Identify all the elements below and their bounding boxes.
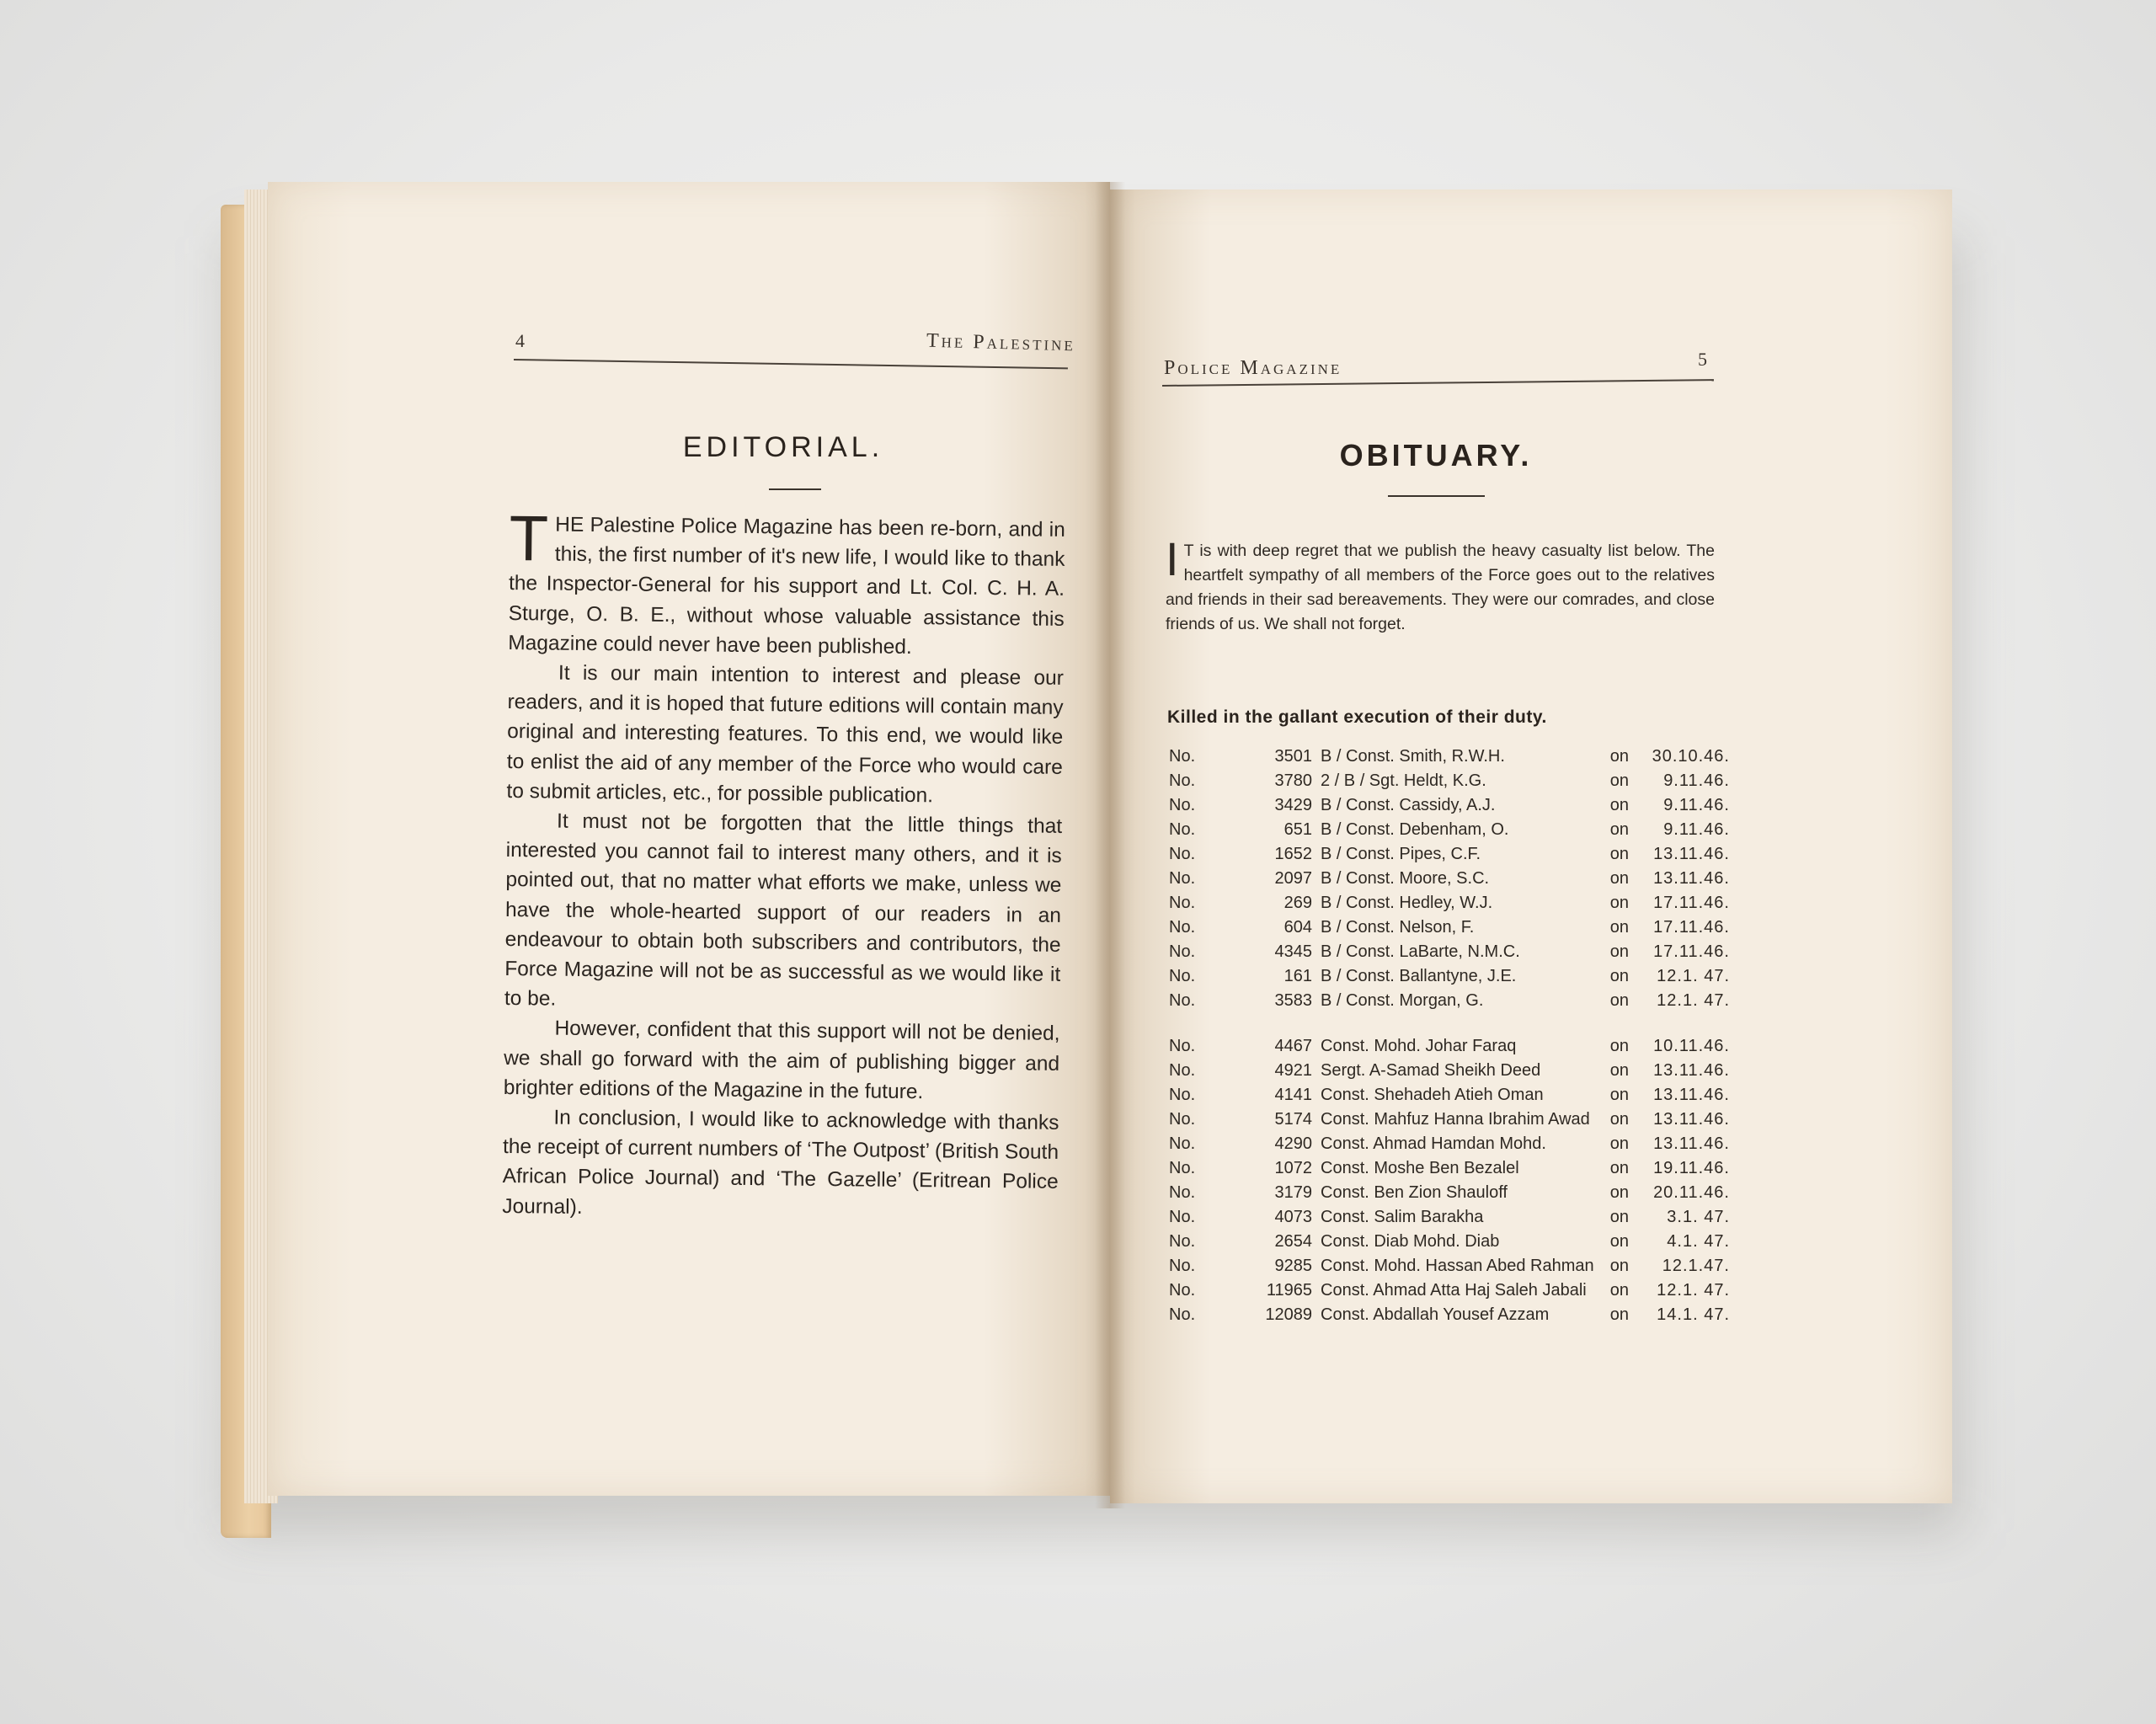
casualty-on-label: on [1609,1257,1629,1275]
casualty-name: B / Const. Debenham, O. [1321,820,1509,839]
casualty-date: 3.1. 47. [1667,1208,1730,1226]
page-number-left: 4 [515,330,525,351]
obituary-intro [1166,532,1715,637]
obituary-title-rule [1388,495,1485,497]
casualty-number: 2097 [1274,869,1312,888]
casualty-on-label: on [1609,894,1629,912]
editorial-paragraph-text: HE Palestine Police Magazine has been re-born, and in this, the first number of it's new life, I would like to thank the Inspector-General for his support and Lt. Col. C. H. A. Sturge, O. B. E., without whose valuable assistance this Magazine could never have been published. [508,513,1065,659]
casualty-row [1169,1083,1730,1108]
casualty-name: B / Const. Ballantyne, J.E. [1321,967,1517,985]
casualty-number: 5174 [1274,1110,1312,1129]
casualty-number: 2654 [1274,1232,1312,1251]
casualty-name: Const. Mohd. Hassan Abed Rahman [1321,1257,1594,1275]
casualty-on-label: on [1609,869,1629,888]
casualty-date: 4.1. 47. [1667,1232,1730,1251]
running-head-left: The Palestine [926,329,1076,356]
editorial-paragraph: It is our main intention to interest and please our readers, and it is hoped that future editions will contain many original and interesting features. To this end, we would like to enlist the aid of any member of the Force who would care to submit articles, etc., for possible publication. [506,661,1065,808]
casualty-name: B / Const. Hedley, W.J. [1321,894,1493,912]
editorial-paragraph: It must not be forgotten that the little things that interested you cannot fail to interest many others, and it is pointed out, that no matter what efforts we make, unless we have the whole-hearted support of our readers in an endeavour to obtain both subscribers and contributors, the Force Magazine will not be as successful as we would like it to be. [504,809,1063,1011]
casualty-on-label: on [1609,1110,1629,1129]
casualty-name: Const. Diab Mohd. Diab [1321,1232,1500,1251]
casualty-date: 20.11.46. [1653,1183,1730,1202]
casualty-name: Const. Abdallah Yousef Azzam [1321,1305,1550,1324]
casualty-date: 12.1. 47. [1657,967,1730,985]
casualty-row [1169,793,1730,818]
casualty-row [1169,1059,1730,1083]
casualty-on-label: on [1609,918,1629,937]
casualty-date: 9.11.46. [1663,820,1730,839]
casualty-subheading: Killed in the gallant execution of their duty. [1167,707,1547,727]
casualty-on-label: on [1609,1232,1629,1251]
casualty-no-label: No. [1169,796,1196,814]
casualty-no-label: No. [1169,918,1196,937]
casualty-number: 4290 [1274,1134,1312,1153]
casualty-name: Const. Salim Barakha [1321,1208,1484,1226]
casualty-date: 9.11.46. [1663,771,1730,790]
page-number-right: 5 [1698,349,1707,370]
casualty-date: 14.1. 47. [1657,1305,1730,1324]
casualty-number: 4345 [1274,942,1312,961]
casualty-name: 2 / B / Sgt. Heldt, K.G. [1321,771,1486,790]
editorial-paragraph: In conclusion, I would like to acknowledge with thanks the receipt of current numbers of ‘The Outpost’ (British South African Police Journal) and ‘The Gazelle’ (Eritrean Police Journal). [502,1106,1059,1219]
casualty-date: 13.11.46. [1653,1061,1730,1080]
casualty-row [1169,867,1730,891]
casualty-list-british [1169,745,1730,1013]
casualty-number: 3501 [1274,747,1312,766]
casualty-no-label: No. [1169,747,1196,766]
casualty-name: B / Const. Pipes, C.F. [1321,845,1481,863]
casualty-row [1169,989,1730,1013]
casualty-on-label: on [1609,991,1629,1010]
casualty-name: B / Const. Smith, R.W.H. [1321,747,1505,766]
casualty-no-label: No. [1169,894,1196,912]
casualty-on-label: on [1609,1281,1629,1300]
casualty-row [1169,1181,1730,1205]
casualty-row [1169,1108,1730,1132]
casualty-number: 1072 [1274,1159,1312,1177]
casualty-list-local [1169,1034,1730,1327]
casualty-number: 11965 [1266,1281,1312,1300]
casualty-on-label: on [1609,747,1629,766]
casualty-on-label: on [1609,1208,1629,1226]
casualty-row [1169,1205,1730,1230]
casualty-name: Const. Shehadeh Atieh Oman [1321,1086,1544,1104]
casualty-no-label: No. [1169,1110,1196,1129]
casualty-no-label: No. [1169,820,1196,839]
casualty-number: 3780 [1274,771,1312,790]
editorial-paragraph [508,503,1065,664]
casualty-row [1169,842,1730,867]
obituary-intro-text: T is with deep regret that we publish the heavy casualty list below. The heartfelt sympathy of all members of the Force goes out to the relatives and friends in their sad bereavements. They were our comrades, and close friends of us. We shall not forget. [1166,542,1715,633]
casualty-on-label: on [1609,942,1629,961]
casualty-on-label: on [1609,1134,1629,1153]
casualty-date: 12.1. 47. [1657,991,1730,1010]
casualty-row [1169,891,1730,915]
casualty-number: 4141 [1274,1086,1312,1104]
casualty-row [1169,745,1730,769]
casualty-no-label: No. [1169,1208,1196,1226]
casualty-no-label: No. [1169,1061,1196,1080]
casualty-no-label: No. [1169,1281,1196,1300]
casualty-on-label: on [1609,1061,1629,1080]
casualty-on-label: on [1609,1037,1629,1055]
casualty-on-label: on [1609,796,1629,814]
casualty-on-label: on [1609,1183,1629,1202]
casualty-row [1169,769,1730,793]
casualty-row [1169,915,1730,940]
casualty-on-label: on [1609,845,1629,863]
book-gutter [1095,182,1125,1508]
casualty-date: 12.1. 47. [1657,1281,1730,1300]
casualty-number: 1652 [1274,845,1312,863]
casualty-number: 3429 [1274,796,1312,814]
casualty-row [1169,1254,1730,1278]
casualty-date: 17.11.46. [1653,918,1730,937]
casualty-no-label: No. [1169,1159,1196,1177]
casualty-on-label: on [1609,820,1629,839]
casualty-number: 4073 [1274,1208,1312,1226]
casualty-no-label: No. [1169,845,1196,863]
casualty-date: 12.1.47. [1662,1257,1730,1275]
casualty-no-label: No. [1169,1134,1196,1153]
casualty-no-label: No. [1169,1257,1196,1275]
casualty-on-label: on [1609,771,1629,790]
casualty-number: 4467 [1274,1037,1312,1055]
casualty-no-label: No. [1169,991,1196,1010]
casualty-row [1169,940,1730,964]
casualty-date: 13.11.46. [1653,1134,1730,1153]
casualty-no-label: No. [1169,1037,1196,1055]
casualty-number: 651 [1283,820,1312,839]
casualty-date: 13.11.46. [1653,1110,1730,1129]
casualty-date: 17.11.46. [1653,942,1730,961]
casualty-on-label: on [1609,1159,1629,1177]
casualty-number: 9285 [1274,1257,1312,1275]
casualty-row [1169,964,1730,989]
casualty-name: Sergt. A-Samad Sheikh Deed [1321,1061,1541,1080]
casualty-no-label: No. [1169,1232,1196,1251]
casualty-no-label: No. [1169,1183,1196,1202]
casualty-number: 3583 [1274,991,1312,1010]
casualty-on-label: on [1609,967,1629,985]
casualty-row [1169,1303,1730,1327]
casualty-date: 10.11.46. [1653,1037,1730,1055]
casualty-name: Const. Ahmad Atta Haj Saleh Jabali [1321,1281,1587,1300]
casualty-row [1169,818,1730,842]
casualty-date: 13.11.46. [1653,845,1730,863]
casualty-name: B / Const. Nelson, F. [1321,918,1475,937]
casualty-no-label: No. [1169,771,1196,790]
casualty-name: B / Const. Morgan, G. [1321,991,1484,1010]
casualty-number: 3179 [1274,1183,1312,1202]
casualty-row [1169,1132,1730,1156]
casualty-date: 19.11.46. [1653,1159,1730,1177]
casualty-no-label: No. [1169,1086,1196,1104]
casualty-row [1169,1034,1730,1059]
obituary-title: OBITUARY. [1339,438,1533,472]
casualty-no-label: No. [1169,1305,1196,1324]
casualty-date: 30.10.46. [1652,747,1730,766]
casualty-row [1169,1156,1730,1181]
casualty-name: Const. Ahmad Hamdan Mohd. [1321,1134,1546,1153]
casualty-number: 604 [1283,918,1312,937]
casualty-name: Const. Mahfuz Hanna Ibrahim Awad [1321,1110,1590,1129]
casualty-number: 12089 [1265,1305,1312,1324]
casualty-date: 13.11.46. [1653,869,1730,888]
casualty-row [1169,1230,1730,1254]
casualty-number: 4921 [1274,1061,1312,1080]
casualty-no-label: No. [1169,869,1196,888]
casualty-no-label: No. [1169,942,1196,961]
editorial-title-rule [769,488,821,490]
casualty-name: B / Const. Moore, S.C. [1321,869,1490,888]
casualty-name: Const. Ben Zion Shauloff [1321,1183,1508,1202]
casualty-on-label: on [1609,1086,1629,1104]
editorial-title: EDITORIAL. [682,431,884,463]
editorial-body [502,503,1065,1227]
casualty-row [1169,1278,1730,1303]
editorial-paragraph: However, confident that this support will not be denied, we shall go forward with the aim of publishing bigger and brighter editions of the Magazine in the future. [503,1017,1060,1104]
casualty-name: B / Const. Cassidy, A.J. [1321,796,1496,814]
casualty-number: 269 [1283,894,1312,912]
casualty-on-label: on [1609,1305,1629,1324]
casualty-name: Const. Moshe Ben Bezalel [1321,1159,1519,1177]
running-head-right: Police Magazine [1164,357,1342,379]
casualty-name: B / Const. LaBarte, N.M.C. [1321,942,1520,961]
casualty-date: 9.11.46. [1663,796,1730,814]
editorial-dropcap: T [509,503,549,575]
obituary-dropcap: I [1166,532,1179,585]
casualty-name: Const. Mohd. Johar Faraq [1321,1037,1517,1055]
casualty-no-label: No. [1169,967,1196,985]
casualty-date: 17.11.46. [1653,894,1730,912]
casualty-number: 161 [1283,967,1312,985]
casualty-date: 13.11.46. [1653,1086,1730,1104]
